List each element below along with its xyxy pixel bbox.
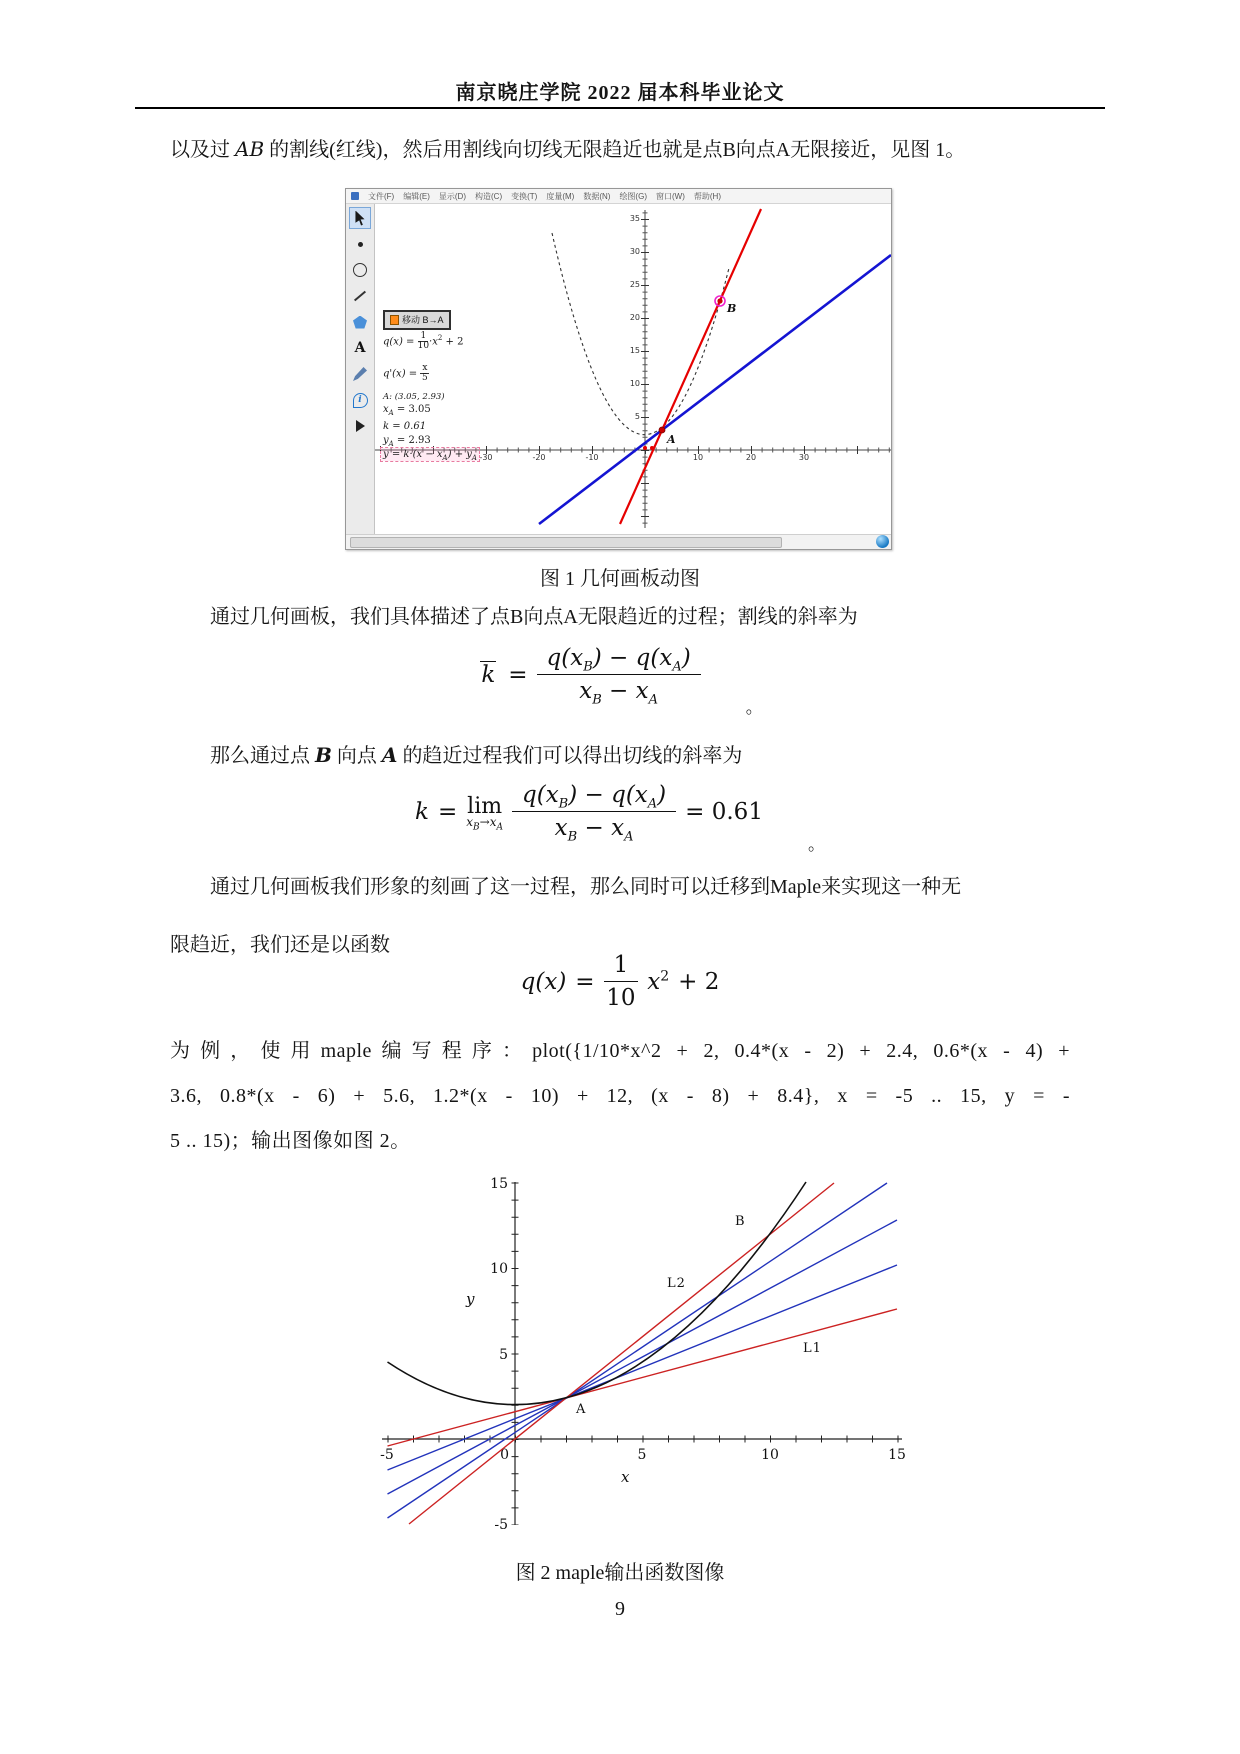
scrollbar-thumb[interactable] [350, 537, 782, 548]
period-mark-2: 。 [807, 835, 825, 855]
trace-dot-2 [650, 446, 654, 450]
eq-sub-1: A [442, 454, 448, 462]
menu-item-measure[interactable]: 度量(M) [546, 191, 575, 201]
menu-item-file[interactable]: 文件(F) [368, 191, 395, 201]
f1-num-3: ) [681, 645, 691, 671]
figure-1-caption: 图 1 几何画板动图 [540, 568, 700, 590]
gsp-toolbar [346, 204, 375, 535]
point-tool-icon[interactable] [349, 233, 371, 255]
paragraph-2: 通过几何画板，我们具体描述了点B向点A无限趋近的过程；割线的斜率为 [210, 606, 858, 628]
qx-var: ·x [429, 336, 438, 348]
f2-den-2: − x [577, 815, 625, 841]
qp-frac-num: x [422, 363, 428, 373]
menu-item-data[interactable]: 数据(N) [583, 191, 611, 201]
lim-sub-a: A [496, 822, 503, 833]
blue-sphere-object[interactable] [876, 535, 889, 548]
f3-tail: + 2 [678, 968, 720, 995]
info-tool-icon[interactable] [349, 389, 371, 411]
motion-icon [390, 315, 399, 325]
maple-code-line2: 3.6, 0.8*(x - 6) + 5.6, 1.2*(x - 10) + 12, (x - 8) + 8.4}, x = -5 .. 15, y = - [170, 1085, 1070, 1107]
maple-label-l1: L1 [803, 1341, 822, 1356]
period-mark: 。 [745, 698, 763, 718]
paragraph-3-text3: 的趋近过程我们可以得出切线的斜率为 [397, 745, 743, 767]
pen-icon [353, 367, 367, 381]
tangent-equation[interactable] [381, 450, 479, 462]
equals-sign-3: = [575, 968, 595, 995]
x-tick-20: 20 [745, 453, 757, 462]
var-a: A [381, 743, 398, 767]
menu-item-window[interactable]: 窗口(W) [656, 191, 685, 201]
tangent-slope-limit-formula [0, 782, 1240, 855]
f1-den-sub1: B [592, 692, 602, 708]
gsp-menubar [346, 189, 891, 204]
point-a-coords-text: A: (3.05, 2.93) [383, 392, 445, 402]
maple-code-line1: 为例，使用maple编写程序：plot({1/10*x^2 + 2, 0.4*(x - 2) + 2.4, 0.6*(x - 4) + [170, 1040, 1070, 1062]
qx-frac-num: 1 [420, 331, 427, 341]
x-tick-30: 30 [798, 453, 810, 462]
circle-tool-icon[interactable] [349, 259, 371, 281]
gsp-plot [375, 204, 891, 535]
segment-tool-icon[interactable] [349, 285, 371, 307]
qp-pre: q'(x) = [383, 368, 421, 380]
paragraph-4-line2: 限趋近，我们还是以函数 [170, 934, 390, 956]
limit-result: = 0.61 [685, 798, 763, 825]
ya-measure[interactable] [383, 436, 431, 448]
f1-num-sub1: B [583, 659, 593, 675]
eq-part-1: y = k·(x − x [383, 449, 443, 460]
info-icon: i [353, 393, 368, 408]
segment-icon [354, 291, 366, 302]
qx-function-formula [0, 952, 1240, 1011]
maple-y-tick-10: 10 [490, 1261, 508, 1277]
point-a-coords[interactable] [383, 393, 445, 402]
f2-den-sub2: A [624, 829, 634, 845]
figure-2-caption: 图 2 maple输出函数图像 [515, 1562, 725, 1584]
maple-x-tick-5: 5 [637, 1447, 647, 1463]
maple-y-tick--5: -5 [494, 1517, 508, 1533]
xa-var: x [383, 404, 389, 415]
f2-num-2: ) − q(x [568, 782, 648, 808]
f3-lhs: q(x) [520, 968, 567, 995]
var-b: B [315, 743, 332, 767]
paragraph-1-text2: 的割线(红线)，然后用割线向切线无限趋近也就是点B向点A无限接近，见图 1。 [264, 139, 966, 161]
letter-a-icon: A [354, 340, 366, 356]
xa-measure[interactable] [383, 405, 431, 417]
maple-line-l1 [388, 1309, 898, 1446]
secant-line-red [620, 209, 761, 524]
point-a[interactable] [659, 427, 665, 433]
polygon-tool-icon[interactable] [349, 311, 371, 333]
secant-slope-formula [0, 645, 1240, 718]
lim-sub-x: x [466, 815, 474, 829]
menu-item-display[interactable]: 显示(D) [438, 191, 466, 201]
dot-icon [358, 242, 363, 247]
maple-x-axis-label: x [621, 1468, 630, 1486]
y-tick-10: 10 [629, 379, 640, 388]
x-tick--30: -30 [479, 453, 493, 462]
ya-var: y [383, 435, 389, 446]
circle-icon [353, 263, 367, 277]
f1-num-sub2: A [672, 659, 682, 675]
y-tick-35: 35 [629, 214, 640, 223]
menu-item-graph[interactable]: 绘图(G) [619, 191, 647, 201]
x-tick-10: 10 [692, 453, 704, 462]
pentagon-icon [353, 316, 367, 329]
k-bar: k [477, 662, 499, 688]
paragraph-3-text2: 向点 [331, 745, 382, 767]
text-tool-icon[interactable] [349, 337, 371, 359]
qx-exp: 2 [437, 334, 443, 343]
point-b[interactable] [717, 298, 722, 303]
ya-val: = 2.93 [393, 435, 431, 446]
y-tick-5: 5 [634, 412, 640, 421]
f3-var: x [647, 968, 661, 995]
f2-num-sub1: B [558, 796, 569, 812]
cursor-icon [354, 211, 367, 226]
f1-num-2: ) − q(x [592, 645, 673, 671]
y-tick-30: 30 [629, 247, 640, 256]
arrow-tool-icon[interactable] [349, 207, 371, 229]
lim-operator: lim [467, 794, 503, 819]
xa-val: = 3.05 [393, 404, 431, 415]
qx-pre: q(x) = [383, 336, 418, 348]
qx-frac-den: 10 [417, 341, 430, 352]
point-a-label: A [667, 433, 676, 446]
x-tick--20: -20 [532, 453, 546, 462]
maple-x-tick-15: 15 [888, 1447, 906, 1463]
horizontal-scrollbar[interactable] [346, 534, 891, 549]
qp-frac-den: 5 [422, 373, 428, 384]
maple-label-l2: L2 [667, 1276, 686, 1291]
f1-den-1: x [579, 678, 593, 704]
eq-sub-2: A [471, 454, 477, 462]
f2-num-1: q(x [522, 782, 559, 808]
maple-y-axis-label: y [466, 1290, 475, 1308]
page-header-title: 南京晓庄学院 2022 届本科毕业论文 [455, 82, 785, 104]
maple-label-a: A [576, 1402, 587, 1417]
f2-num-sub2: A [647, 796, 658, 812]
parabola-curve [552, 233, 729, 435]
f3-exp: 2 [660, 967, 670, 984]
k-measure[interactable] [383, 422, 426, 432]
maple-x-tick-0: 0 [500, 1447, 509, 1463]
move-button-label: 移动 B→A [402, 315, 444, 325]
marker-tool-icon[interactable] [349, 363, 371, 385]
custom-tool-icon[interactable] [349, 415, 371, 437]
qx-tail: + 2 [442, 336, 464, 348]
point-b-label: B [727, 302, 737, 315]
y-tick-25: 25 [629, 280, 640, 289]
qx-definition[interactable] [383, 332, 463, 352]
eq-part-2: ) + y [447, 449, 472, 460]
menu-item-edit[interactable]: 编辑(E) [403, 191, 430, 201]
move-b-to-a-button[interactable] [383, 310, 451, 330]
ya-sub: A [388, 440, 394, 448]
paragraph-1 [170, 134, 1070, 165]
header-rule [135, 107, 1105, 109]
gsp-window [345, 188, 892, 550]
f3-den: 10 [606, 985, 636, 1011]
gsp-canvas [375, 204, 891, 535]
f2-den-sub1: B [567, 829, 578, 845]
k-var: k [415, 798, 429, 825]
xa-sub: A [388, 409, 394, 417]
gsp-app-icon [351, 192, 359, 200]
qprime-definition[interactable] [383, 364, 429, 384]
f2-den-1: x [554, 815, 568, 841]
f3-num: 1 [604, 952, 639, 982]
lim-sub-b: B [473, 822, 480, 833]
k-val: k = 0.61 [383, 421, 427, 432]
paragraph-4-line1: 通过几何画板我们形象的刻画了这一过程，那么同时可以迁移到Maple来实现这一种无 [210, 876, 962, 898]
maple-x-tick-10: 10 [761, 1447, 779, 1463]
y-tick-15: 15 [629, 346, 640, 355]
maple-y-tick-15: 15 [490, 1176, 508, 1192]
f1-num-1: q(x [546, 645, 584, 671]
f1-den-2: − x [601, 678, 649, 704]
y-tick-20: 20 [629, 313, 640, 322]
maple-x-tick--5: -5 [380, 1447, 394, 1463]
lim-sub-arrow: →x [479, 815, 497, 829]
menu-item-transform[interactable]: 变换(T) [511, 191, 538, 201]
f1-den-sub2: A [648, 692, 659, 708]
var-ab: AB [235, 137, 265, 161]
maple-plot [370, 1170, 910, 1535]
maple-label-b: B [735, 1214, 746, 1229]
trace-dot-1 [643, 446, 647, 450]
maple-y-tick-5: 5 [499, 1347, 508, 1363]
paragraph-1-text: 以及过 [170, 139, 235, 161]
menu-item-construct[interactable]: 构造(C) [475, 191, 503, 201]
maple-code-line3: 5 .. 15)；输出图像如图 2。 [170, 1130, 411, 1152]
equals-sign: = [508, 661, 528, 688]
x-tick--10: -10 [585, 453, 599, 462]
play-icon [356, 420, 365, 432]
f2-num-3: ) [657, 782, 667, 808]
tangent-line-blue [539, 255, 891, 524]
page-number: 9 [615, 1598, 625, 1620]
paragraph-3-text: 那么通过点 [210, 745, 315, 767]
equals-sign-2: = [437, 798, 458, 825]
paragraph-3 [170, 740, 1070, 771]
menu-item-help[interactable]: 帮助(H) [693, 191, 721, 201]
